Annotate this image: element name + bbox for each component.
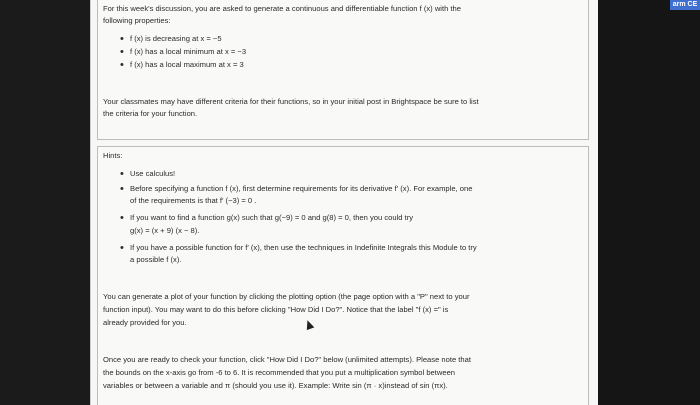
discussion-panel: [90, 0, 600, 405]
hint-item: Before specifying a function f (x), first determine requirements for its derivative f′ (x). For example, one: [130, 184, 473, 193]
hint-item-continued: of the requirements is that f′ (−3) = 0 .: [130, 196, 257, 205]
criteria-line-2: the criteria for your function.: [103, 109, 198, 118]
property-item: f (x) has a local minimum at x = −3: [130, 47, 247, 56]
instructions-box: [97, 0, 589, 140]
bullet-dot: •: [120, 33, 124, 45]
bullet-dot: •: [120, 168, 124, 180]
hints-box: [97, 146, 589, 405]
hint-item: If you want to find a function g(x) such that g(−9) = 0 and g(8) = 0, then you could try: [130, 213, 414, 222]
bullet-dot: •: [120, 46, 124, 58]
plot-para-line: already provided for you.: [103, 318, 187, 327]
hint-item: If you have a possible function for f′ (x), then use the techniques in Indefinite Integrals this Module to try: [130, 243, 477, 252]
intro-line-2: following properties:: [103, 16, 171, 25]
intro-line-1: For this week's discussion, you are asked to generate a continuous and differentiable function f (x) with the: [103, 4, 461, 13]
property-item: f (x) is decreasing at x = −5: [130, 34, 222, 43]
corner-tab[interactable]: arm CE: [670, 0, 700, 10]
dark-side-bar: [598, 0, 700, 405]
hint-item: Use calculus!: [130, 169, 176, 178]
bullet-dot: •: [120, 59, 124, 71]
check-para-line: Once you are ready to check your function, click "How Did I Do?" below (unlimited attempts). Please note that: [103, 355, 471, 364]
criteria-line-1: Your classmates may have different criteria for their functions, so in your initial post in Brightspace be sure to list: [103, 97, 479, 106]
bullet-dot: •: [120, 242, 124, 254]
bullet-dot: •: [120, 183, 124, 195]
hints-heading: Hints:: [103, 151, 123, 160]
check-para-line: variables or between a variable and π (should you use it). Example: Write sin (π · x)instead of sin (πx).: [103, 381, 448, 390]
bullet-dot: •: [120, 212, 124, 224]
hint-item-continued: g(x) = (x + 9) (x − 8).: [130, 226, 200, 235]
plot-para-line: function input). You may want to do this before clicking "How Did I Do?". Notice that the label "f (x) =" is: [103, 305, 449, 314]
hint-item-continued: a possible f (x).: [130, 255, 182, 264]
property-item: f (x) has a local maximum at x = 3: [130, 60, 244, 69]
check-para-line: the bounds on the x-axis go from -6 to 6. It is recommended that you put a multiplication symbol between: [103, 368, 456, 377]
plot-para-line: You can generate a plot of your function by clicking the plotting option (the page option with a "P" next to your: [103, 292, 470, 301]
